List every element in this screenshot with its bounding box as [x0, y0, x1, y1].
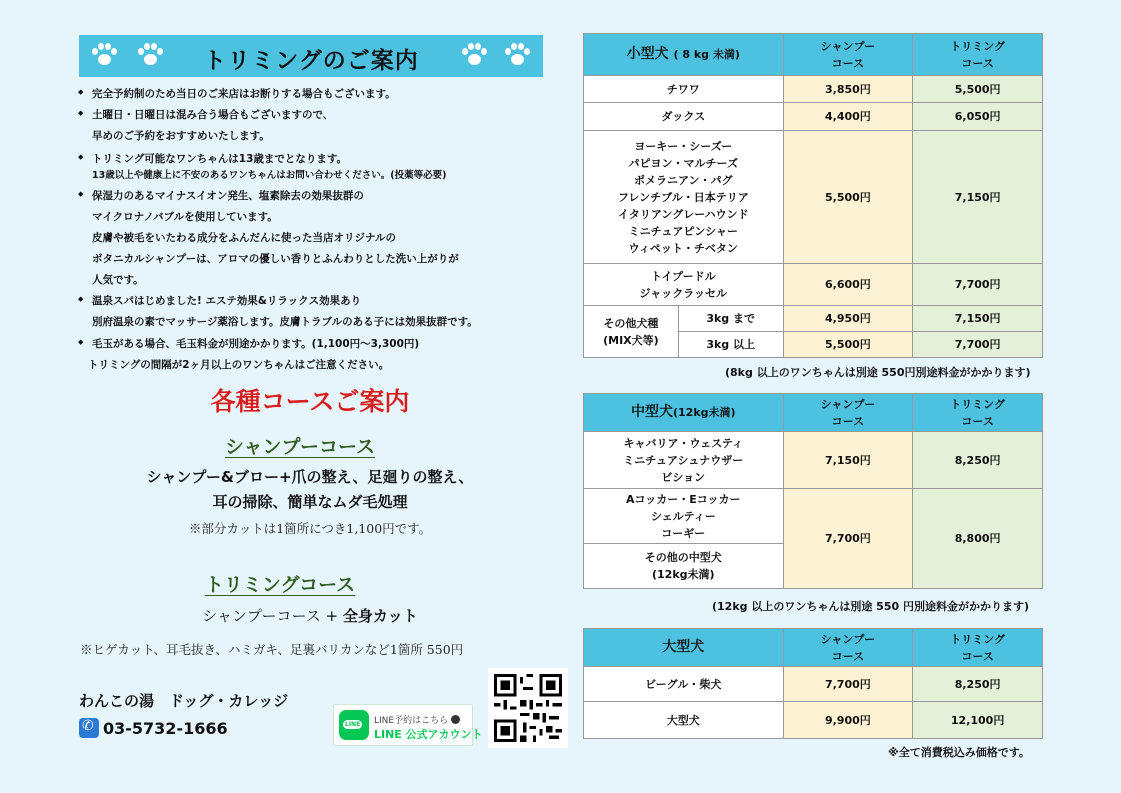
trimming-course-header: トリミング コース: [913, 394, 1043, 432]
note-line: 別府温泉の素でマッサージ薬浴します。皮膚トラブルのある子には効果抜群です。: [92, 316, 478, 328]
note-line: トリミング可能なワンちゃんは13歳までとなります。: [92, 153, 348, 165]
trimming-course-header: トリミング コース: [913, 629, 1043, 667]
table-row: [584, 103, 1043, 131]
small-dog-price-table: [583, 33, 1043, 358]
table-row: [584, 306, 1043, 332]
mix-breed-label: その他犬種 (MIX犬等): [584, 306, 679, 358]
breed-name: ヨーキー・シーズー パピヨン・マルチーズ ポメラニアン・パグ フレンチブル・日本テリア イタリアングレーハウンド ミニチュアピンシャー ウィペット・チベタン: [584, 131, 784, 264]
line-official-account-button[interactable]: [333, 704, 483, 746]
weight-label: 3kg まで: [678, 306, 783, 332]
trimming-price: 8,250円: [913, 432, 1043, 489]
trimming-price: 12,100円: [913, 702, 1043, 739]
paw-icon: [461, 41, 487, 69]
note-line: トリミングの間隔が2ヶ月以上のワンちゃんはご注意ください。: [88, 359, 390, 371]
phone-icon: [79, 718, 99, 738]
note-line: 人気です。: [92, 274, 144, 286]
trimming-course-note: ※ヒゲカット、耳毛抜き、ハミガキ、足裏バリカンなど1箇所 550円: [80, 642, 464, 657]
table-row: [584, 489, 1043, 544]
paw-icon: [504, 41, 530, 69]
trimming-price: 8,800円: [913, 489, 1043, 589]
shampoo-course-header: シャンプー コース: [783, 34, 913, 76]
trimming-desc-prefix: シャンプーコース +: [202, 607, 343, 625]
small-dog-subtitle: ( 8 kg 未満): [673, 48, 740, 61]
bullet-icon: ◆: [78, 295, 84, 303]
tax-included-note: ※全て消費税込み価格です。: [888, 746, 1030, 759]
trimming-price: 7,150円: [913, 306, 1043, 332]
line-logo-text: LINE: [345, 721, 361, 728]
title-banner: [79, 35, 543, 77]
note-line: 早めのご予約をおすすめいたします。: [92, 130, 270, 142]
breed-name: その他の中型犬 (12kg未満): [584, 544, 784, 589]
table-row: [584, 131, 1043, 264]
breed-name: キャバリア・ウェスティ ミニチュアシュナウザー ビション: [584, 432, 784, 489]
medium-dog-note: (12kg 以上のワンちゃんは別途 550 円別途料金がかかります): [712, 600, 1030, 613]
note-line: 保湿力のあるマイナスイオン発生、塩素除去の効果抜群の: [92, 190, 364, 202]
line-account-label: LINE 公式アカウント: [374, 728, 483, 741]
trimming-price: 7,150円: [913, 131, 1043, 264]
shampoo-price: 9,900円: [783, 702, 913, 739]
medium-dog-title: 中型犬: [630, 404, 673, 420]
shampoo-price: 5,500円: [783, 332, 913, 358]
page-title: トリミングのご案内: [203, 48, 419, 74]
note-line: 温泉スパはじめました! エステ効果&リラックス効果あり: [92, 295, 362, 307]
bullet-icon: ◆: [78, 153, 84, 161]
table-row: [584, 76, 1043, 103]
arrow-right-icon: [451, 715, 460, 724]
bullet-icon: ◆: [78, 88, 84, 96]
breed-name: 大型犬: [584, 702, 784, 739]
breed-name: ダックス: [584, 103, 784, 131]
trimming-course-desc: [100, 605, 520, 626]
weight-label: 3kg 以上: [678, 332, 783, 358]
note-line: マイクロナノバブルを使用しています。: [92, 211, 278, 223]
shampoo-course-header: シャンプー コース: [783, 394, 913, 432]
large-dog-header: 大型犬: [584, 629, 784, 667]
bullet-icon: ◆: [78, 190, 84, 198]
shampoo-price: 7,700円: [783, 489, 913, 589]
shampoo-price: 4,950円: [783, 306, 913, 332]
shampoo-course-desc: シャンプー&ブロー+爪の整え、足廻りの整え、: [146, 468, 474, 486]
line-logo-icon: [339, 710, 369, 740]
note-line: 13歳以上や健康上に不安のあるワンちゃんはお問い合わせください。(投薬等必要): [92, 170, 447, 181]
small-dog-title: 小型犬: [626, 46, 669, 62]
trimming-course-header: トリミング コース: [913, 34, 1043, 76]
courses-heading: 各種コースご案内: [210, 387, 410, 416]
note-line: 土曜日・日曜日は混み合う場合もございますので、: [92, 109, 334, 121]
shampoo-price: 5,500円: [783, 131, 913, 264]
qr-code[interactable]: [488, 668, 568, 748]
shampoo-price: 3,850円: [783, 76, 913, 103]
note-line: ボタニカルシャンプーは、アロマの優しい香りとふんわりとした洗い上がりが: [92, 253, 459, 265]
medium-dog-header: [584, 394, 784, 432]
note-line: 皮膚や被毛をいたわる成分をふんだんに使った当店オリジナルの: [92, 232, 396, 244]
trimming-price: 7,700円: [913, 332, 1043, 358]
breed-name: Aコッカー・Eコッカー シェルティー コーギー: [584, 489, 784, 544]
breed-name: ビーグル・柴犬: [584, 667, 784, 702]
trimming-course-title: トリミングコース: [204, 574, 356, 596]
shampoo-price: 7,150円: [783, 432, 913, 489]
line-reserve-label: LINE予約はこちら: [374, 713, 460, 726]
shampoo-course-header: シャンプー コース: [783, 629, 913, 667]
bullet-icon: ◆: [78, 338, 84, 346]
table-row: [584, 702, 1043, 739]
trimming-desc-bold: 全身カット: [342, 607, 418, 625]
shampoo-course-note: ※部分カットは1箇所につき1,100円です。: [188, 521, 432, 536]
shampoo-course-title: シャンプーコース: [224, 436, 376, 458]
large-dog-price-table: [583, 628, 1043, 739]
breed-name: トイプードル ジャックラッセル: [584, 264, 784, 306]
trimming-price: 8,250円: [913, 667, 1043, 702]
shampoo-price: 7,700円: [783, 667, 913, 702]
table-row: [584, 264, 1043, 306]
phone-number[interactable]: 03-5732-1666: [103, 719, 228, 738]
trimming-price: 5,500円: [913, 76, 1043, 103]
qr-code-image: [494, 674, 562, 742]
note-line: 毛玉がある場合、毛玉料金が別途かかります。(1,100円～3,300円): [92, 338, 420, 350]
trimming-price: 6,050円: [913, 103, 1043, 131]
shampoo-price: 6,600円: [783, 264, 913, 306]
table-row: [584, 432, 1043, 489]
trimming-price: 7,700円: [913, 264, 1043, 306]
breed-name: チワワ: [584, 76, 784, 103]
phone-row[interactable]: [79, 718, 228, 738]
bullet-icon: ◆: [78, 109, 84, 117]
small-dog-note: (8kg 以上のワンちゃんは別途 550円別途料金がかかります): [725, 366, 1031, 379]
shampoo-course-desc: 耳の掃除、簡単なムダ毛処理: [212, 493, 408, 511]
medium-dog-subtitle: (12kg未満): [672, 406, 736, 419]
table-row: [584, 667, 1043, 702]
medium-dog-price-table: [583, 393, 1043, 589]
shampoo-price: 4,400円: [783, 103, 913, 131]
note-line: 完全予約制のため当日のご来店はお断りする場合もございます。: [92, 88, 396, 100]
small-dog-header: [584, 34, 784, 76]
shop-name: わんこの湯 ドッグ・カレッジ: [79, 692, 289, 710]
